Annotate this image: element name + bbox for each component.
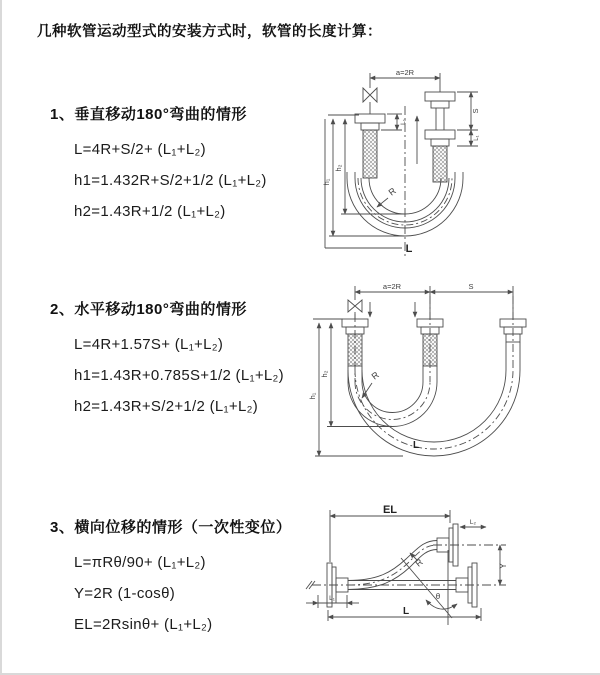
diagram-lateral-displacement xyxy=(300,500,600,665)
diagram-horizontal-u-bend xyxy=(303,278,597,469)
angle-arc-arrows xyxy=(426,600,457,609)
middle-fitting xyxy=(417,319,443,366)
diagram-vertical-u-bend-svg xyxy=(305,64,597,264)
dim-label-l2: L₂ xyxy=(469,519,477,526)
dim-label-s: S xyxy=(468,282,474,291)
formula-y: Y=2R (1-cosθ) xyxy=(74,585,176,602)
dim-label-l1-left: L₁ xyxy=(400,119,407,125)
dim-label-l: L xyxy=(405,243,413,255)
angle-label: θ xyxy=(435,592,441,601)
section-heading: 3、横向位移的情形（一次性变位） xyxy=(50,519,292,536)
dim-label-h2: h₂ xyxy=(320,370,329,378)
section-heading: 2、水平移动180°弯曲的情形 xyxy=(50,301,247,318)
dim-label-l: L xyxy=(412,440,420,451)
dim-label-s: S xyxy=(471,108,480,114)
formula-list xyxy=(50,329,284,422)
formula-length: L=4R+S/2+ (L₁+L₂) xyxy=(74,141,206,158)
dim-label-a2r: a=2R xyxy=(395,68,415,77)
left-fitting xyxy=(355,114,385,178)
hose-u-bend-position1 xyxy=(348,366,437,427)
right-fitting-upper xyxy=(425,92,455,108)
formula-h1: h1=1.432R+S/2+1/2 (L₁+L₂) xyxy=(74,172,267,189)
section-vertical-movement xyxy=(50,103,267,227)
diagram-horizontal-u-bend-svg xyxy=(303,278,597,464)
braided-hose xyxy=(433,146,447,182)
formula-length: L=4R+1.57S+ (L₁+L₂) xyxy=(74,336,224,353)
diagram-lateral-displacement-svg xyxy=(300,500,600,660)
section-horizontal-movement xyxy=(50,298,284,422)
dim-label-l: L xyxy=(402,606,410,617)
formula-h2: h2=1.43R+S/2+1/2 (L₁+L₂) xyxy=(74,398,259,415)
dim-label-a2r: a=2R xyxy=(382,282,402,291)
dim-label-el: EL xyxy=(382,504,398,516)
formula-list xyxy=(50,547,291,640)
formula-length: L=πRθ/90+ (L₁+L₂) xyxy=(74,554,206,571)
radius-label: R xyxy=(413,556,425,569)
right-fitting-lower xyxy=(425,130,455,182)
formula-list xyxy=(50,134,267,227)
formula-el: EL=2Rsinθ+ (L₁+L₂) xyxy=(74,616,213,633)
dim-label-y: Y xyxy=(498,562,508,570)
valve-icon xyxy=(363,88,377,114)
page-title: 几种软管运动型式的安装方式时，软管的长度计算： xyxy=(37,24,382,40)
formula-h1: h1=1.43R+0.785S+1/2 (L₁+L₂) xyxy=(74,367,284,384)
section-heading: 1、垂直移动180°弯曲的情形 xyxy=(50,106,247,123)
diagram-vertical-u-bend xyxy=(305,64,597,269)
section-lateral-displacement xyxy=(50,516,291,640)
dim-label-l1-right: L₁ xyxy=(474,135,480,141)
dim-label-h1: h₁ xyxy=(308,392,317,400)
radius-label: R xyxy=(369,369,381,382)
braided-hose xyxy=(363,130,377,178)
radius-label: R xyxy=(386,185,398,198)
dim-label-h2: h₂ xyxy=(334,164,343,172)
dim-label-l1: L₁ xyxy=(329,595,335,602)
formula-h2: h2=1.43R+1/2 (L₁+L₂) xyxy=(74,203,226,220)
dim-label-h1: h₁ xyxy=(322,178,331,186)
